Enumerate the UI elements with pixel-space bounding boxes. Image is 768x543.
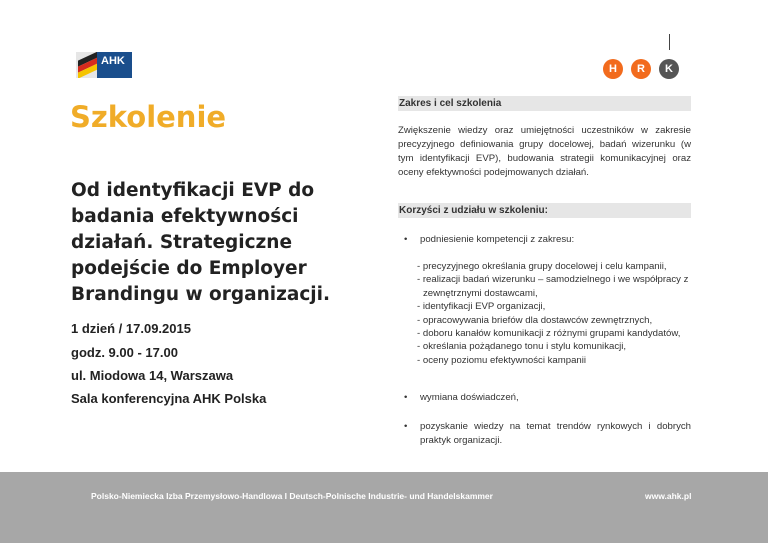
- footer-chamber-name: Polsko-Niemiecka Izba Przemysłowo-Handlowa I Deutsch-Polnische Industrie- und Handelskammer: [91, 491, 493, 501]
- training-room: Sala konferencyjna AHK Polska: [71, 391, 267, 406]
- benefit-item: • podniesienie kompetencji z zakresu:: [404, 234, 575, 245]
- training-subtitle: Od identyfikacji EVP do badania efektywności działań. Strategiczne podejście do Employer Brandingu w organizacji.: [71, 180, 331, 305]
- hrk-logo-r: R: [631, 59, 651, 79]
- bullet-icon: •: [404, 234, 408, 245]
- hrk-logo-k: K: [659, 59, 679, 79]
- competence-item: - precyzyjnego określania grupy docelowej i celu kampanii,: [417, 261, 667, 272]
- page-title: Szkolenie: [70, 100, 227, 134]
- hrk-logo: [603, 59, 679, 79]
- competence-item: - doboru kanałów komunikacji z różnymi grupami kandydatów,: [417, 328, 681, 340]
- footer-website-link[interactable]: www.ahk.pl: [645, 491, 692, 501]
- bullet-icon: •: [404, 421, 408, 432]
- section-heading-scope: Zakres i cel szkolenia: [398, 96, 691, 111]
- ahk-logo-text: AHK: [97, 52, 132, 78]
- competence-item: - realizacji badań wizerunku – samodzielnego i we współpracy z zewnętrznymi dostawcami,: [417, 274, 689, 299]
- competence-list: [417, 260, 691, 367]
- bullet-icon: •: [404, 392, 408, 403]
- divider-line: [669, 34, 670, 50]
- training-address: ul. Miodowa 14, Warszawa: [71, 368, 234, 383]
- training-date: 1 dzień / 17.09.2015: [71, 321, 191, 336]
- competence-item: - określania pożądanego tonu i stylu komunikacji,: [417, 341, 627, 353]
- section-heading-benefits: Korzyści z udziału w szkoleniu:: [398, 203, 691, 218]
- benefit-item: • wymiana doświadczeń,: [404, 392, 519, 403]
- benefit-item: • pozyskanie wiedzy na temat trendów rynkowych i dobrych praktyk organizacji.: [404, 421, 691, 446]
- hrk-logo-h: H: [603, 59, 623, 79]
- ahk-logo: [76, 52, 132, 78]
- training-time: godz. 9.00 - 17.00: [71, 345, 178, 360]
- competence-item: - opracowywania briefów dla dostawców zewnętrznych,: [417, 314, 653, 326]
- scope-paragraph: Zwiększenie wiedzy oraz umiejętności uczestników w zakresie precyzyjnego definiowania grupy docelowej, badań wizerunku (w tym identyfikacji EVP), budowania strategii komunikacyjnej oraz oceny efektywności podejmowanych działań.: [398, 125, 691, 178]
- competence-item: - oceny poziomu efektywności kampanii: [417, 354, 587, 366]
- footer: [0, 472, 768, 543]
- competence-item: - identyfikacji EVP organizacji,: [417, 301, 546, 313]
- flag-icon: [76, 52, 97, 78]
